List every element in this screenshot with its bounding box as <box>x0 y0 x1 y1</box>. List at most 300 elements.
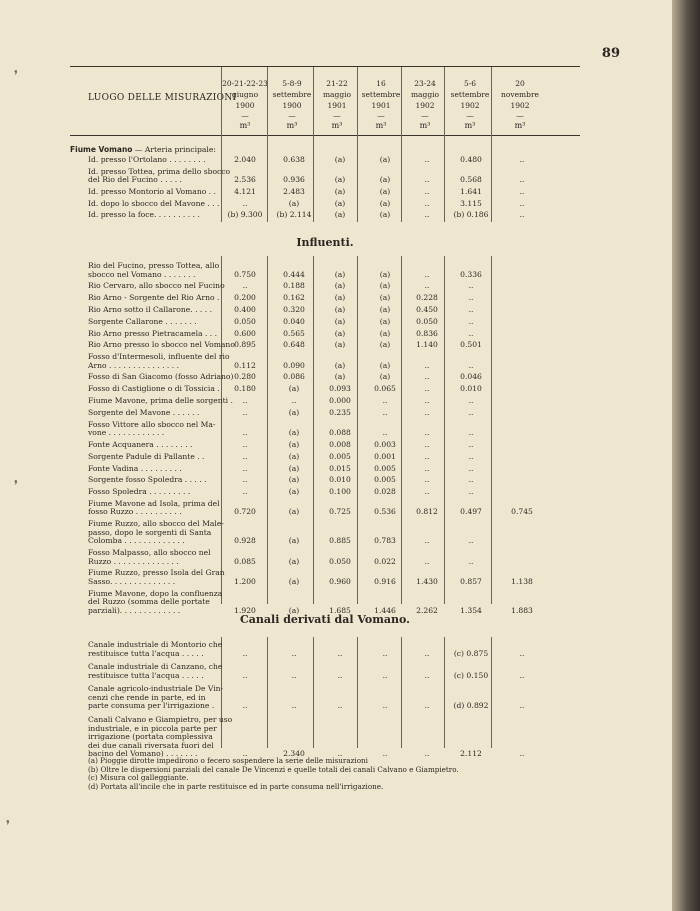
row-value: .. <box>337 749 343 759</box>
header-month: maggio <box>410 90 440 99</box>
header-year: 1901 <box>327 101 347 110</box>
table-row <box>88 409 588 418</box>
header-unit: m³ <box>331 121 343 130</box>
row-value: .. <box>468 360 474 370</box>
row-value: 0.050 <box>329 556 351 566</box>
row-value: .. <box>424 487 430 497</box>
row-label: Fonte Acquanera . . . . . . . . <box>88 439 193 449</box>
row-value: (a) <box>379 340 391 350</box>
row-value: .. <box>424 281 430 291</box>
section-title-affluenti: Influenti. <box>296 236 354 249</box>
row-value: .. <box>291 670 297 680</box>
table-row <box>88 641 588 658</box>
header-dash: — <box>241 111 249 120</box>
row-label: Canale agricolo-industriale De Vin- cenzi che rende in parte, ed in parte consuma per l'irrigazione . <box>88 684 224 711</box>
row-value: 0.046 <box>460 372 482 382</box>
row-value: .. <box>519 210 525 220</box>
row-label: Sorgente del Mavone . . . . . . <box>88 407 200 417</box>
page-number: 89 <box>601 46 620 61</box>
row-value: .. <box>468 304 474 314</box>
row-value: .. <box>424 648 430 658</box>
row-value: (a) <box>288 463 300 473</box>
row-label: Fiume Ruzzo, allo sbocco del Male- passo, dopo le sorgenti di Santa Colomba . . . . . . . . . . . . . <box>88 519 224 546</box>
row-value: 0.088 <box>329 428 351 438</box>
header-unit: m³ <box>419 121 431 130</box>
header-dates: 20-21-22-23 <box>222 79 268 88</box>
row-label: Rio del Fucino, presso Tottea, allo sbocco nel Vomano . . . . . . . <box>88 261 220 279</box>
header-dash: — <box>377 111 385 120</box>
row-label: Fosso di San Giacomo (fosso Adriano) <box>88 372 234 382</box>
row-value: .. <box>468 536 474 546</box>
row-value: .. <box>424 198 430 208</box>
header-column <box>442 78 498 131</box>
header-unit: m³ <box>286 121 298 130</box>
row-value: .. <box>242 396 248 405</box>
row-value: 2.483 <box>283 186 305 196</box>
header-year: 1900 <box>282 101 302 110</box>
margin-mark: ❜ <box>14 478 18 492</box>
row-value: (a) <box>288 384 300 394</box>
row-value: 0.028 <box>374 487 396 497</box>
row-value: 0.960 <box>329 576 351 586</box>
main-river-heading <box>70 146 216 155</box>
table-row <box>88 353 588 370</box>
row-value: (a) <box>379 372 391 382</box>
row-value: .. <box>242 648 248 658</box>
row-value: .. <box>468 439 474 449</box>
row-value: .. <box>337 701 343 711</box>
row-value: (b) 9.300 <box>227 210 263 220</box>
row-value: (a) <box>379 210 391 220</box>
row-value: .. <box>468 396 474 405</box>
row-value: .. <box>519 670 525 680</box>
header-rule <box>70 135 580 136</box>
row-value: 1.138 <box>511 576 533 586</box>
row-value: 0.188 <box>283 281 305 291</box>
row-value: .. <box>519 198 525 208</box>
row-value: .. <box>519 155 525 164</box>
table-row <box>88 385 588 394</box>
header-year: 1900 <box>235 101 255 110</box>
row-value: (a) <box>334 316 346 326</box>
row-value: 0.005 <box>329 451 351 461</box>
row-label: Id. presso Tottea, prima dello sbocco del Rio del Fucino . . . . . <box>88 166 231 185</box>
row-value: 1.200 <box>234 576 256 586</box>
header-dash: — <box>421 111 429 120</box>
table-row <box>88 590 588 616</box>
row-value: (a) <box>334 293 346 303</box>
row-value: (a) <box>334 372 346 382</box>
row-label: Fiume Mavone, prima delle sorgenti . <box>88 396 233 405</box>
row-label: Id. dopo lo sbocco del Mavone . . . <box>88 198 220 208</box>
row-value: (a) <box>334 328 346 338</box>
row-value: .. <box>242 281 248 291</box>
row-value: 0.497 <box>460 507 482 517</box>
row-value: (a) <box>334 186 346 196</box>
table-row <box>88 520 588 546</box>
table-row <box>88 421 588 438</box>
row-value: (a) <box>379 293 391 303</box>
row-label: Fosso Spoledra . . . . . . . . . <box>88 487 191 497</box>
row-value: (a) <box>334 340 346 350</box>
row-value: .. <box>468 451 474 461</box>
row-label: Rio Arno sotto il Callarone. . . . . <box>88 304 212 314</box>
row-value: .. <box>468 475 474 485</box>
row-value: 0.916 <box>374 576 396 586</box>
row-value: 0.040 <box>283 316 305 326</box>
row-value: 0.568 <box>460 175 482 185</box>
row-value: .. <box>424 186 430 196</box>
row-value: .. <box>382 749 388 759</box>
table-row <box>88 549 588 566</box>
row-value: .. <box>519 175 525 185</box>
row-value: 0.085 <box>234 556 256 566</box>
row-value: 0.003 <box>374 439 396 449</box>
row-value: (a) <box>288 428 300 438</box>
row-value: .. <box>424 407 430 417</box>
row-value: (c) 0.875 <box>453 648 489 658</box>
table-row <box>88 397 588 406</box>
row-value: (a) <box>288 451 300 461</box>
row-value: .. <box>424 439 430 449</box>
row-value: .. <box>291 396 297 405</box>
header-unit: m³ <box>375 121 387 130</box>
row-value: .. <box>424 670 430 680</box>
page-edge <box>672 0 700 911</box>
row-value: 0.112 <box>234 360 256 370</box>
row-label: Canali Calvano e Giampietro, per uso industriale, e in piccola parte per irrigazione (portata complessiva dei due canali riversata fuori del bacino del Vomano) . . . . . . . <box>88 715 233 759</box>
row-value: .. <box>382 407 388 417</box>
section-title-canali: Canali derivati dal Vomano. <box>240 613 410 626</box>
row-value: (a) <box>334 281 346 291</box>
row-value: 0.836 <box>416 328 438 338</box>
header-year: 1902 <box>460 101 480 110</box>
row-value: 3.115 <box>460 198 482 208</box>
row-value: (a) <box>288 556 300 566</box>
table-row <box>88 188 588 197</box>
table-row <box>88 341 588 350</box>
row-value: 0.200 <box>234 293 256 303</box>
row-value: 0.162 <box>283 293 305 303</box>
row-value: (a) <box>379 328 391 338</box>
row-value: (a) <box>379 155 391 164</box>
table-row <box>88 282 588 291</box>
row-label: Fosso Malpasso, allo sbocco nel Ruzzo . . . . . . . . . . . . . . <box>88 548 211 566</box>
row-value: .. <box>468 293 474 303</box>
header-month: maggio <box>322 90 352 99</box>
row-value: .. <box>242 749 248 759</box>
row-value: (a) <box>334 269 346 279</box>
row-value: .. <box>242 451 248 461</box>
row-value: 2.112 <box>460 749 482 759</box>
row-value: .. <box>424 210 430 220</box>
row-value: .. <box>242 198 248 208</box>
header-unit: m³ <box>514 121 526 130</box>
row-label: Sorgente Callarone . . . . . . . <box>88 316 197 326</box>
row-value: 0.050 <box>416 316 438 326</box>
row-value: (a) <box>288 487 300 497</box>
row-value: .. <box>242 407 248 417</box>
row-value: 0.010 <box>460 384 482 394</box>
row-value: 0.565 <box>283 328 305 338</box>
row-value: .. <box>424 269 430 279</box>
margin-mark: ❜ <box>6 818 10 832</box>
top-rule <box>70 66 580 67</box>
row-value: 0.005 <box>374 463 396 473</box>
row-label: Canale industriale di Canzano, che restituisce tutta l'acqua . . . . . <box>88 662 223 680</box>
row-value: (a) <box>379 304 391 314</box>
row-value: (a) <box>379 281 391 291</box>
row-value: .. <box>382 670 388 680</box>
row-value: 0.180 <box>234 384 256 394</box>
row-value: (b) 2.114 <box>276 210 312 220</box>
header-dates: 21-22 <box>326 79 348 88</box>
row-value: 0.336 <box>460 269 482 279</box>
row-value: 0.745 <box>511 507 533 517</box>
table-row <box>88 685 588 711</box>
header-unit: m³ <box>239 121 251 130</box>
row-value: .. <box>424 428 430 438</box>
row-value: .. <box>424 556 430 566</box>
row-value: .. <box>424 155 430 164</box>
row-value: .. <box>424 701 430 711</box>
row-value: .. <box>468 407 474 417</box>
header-dash: — <box>288 111 296 120</box>
row-value: .. <box>382 396 388 405</box>
row-value: (a) <box>379 198 391 208</box>
row-value: 0.000 <box>329 396 351 405</box>
table-row <box>88 211 588 220</box>
row-value: .. <box>337 648 343 658</box>
header-month: giugno <box>231 90 259 99</box>
header-month: novembre <box>501 90 539 99</box>
header-dash: — <box>333 111 341 120</box>
row-value: (a) <box>334 175 346 185</box>
row-value: 0.600 <box>234 328 256 338</box>
row-label: Fosso Vittore allo sbocco nel Ma- vone . . . . . . . . . . . . <box>88 419 216 438</box>
row-value: 0.005 <box>374 475 396 485</box>
row-value: .. <box>424 536 430 546</box>
header-dates: 5-8-9 <box>282 79 302 88</box>
row-value: 0.936 <box>283 175 305 185</box>
table-row <box>88 716 588 759</box>
header-label: LUOGO DELLE MISURAZIONI <box>88 93 237 103</box>
margin-mark: ❜ <box>14 68 18 82</box>
row-label: Fosso di Castiglione o di Tossicia . <box>88 384 220 394</box>
header-dates: 16 <box>376 79 386 88</box>
row-value: .. <box>291 648 297 658</box>
row-value: 0.093 <box>329 384 351 394</box>
table-row <box>88 465 588 474</box>
table-row <box>88 441 588 450</box>
row-value: 0.228 <box>416 293 438 303</box>
row-label: Fonte Vadina . . . . . . . . . <box>88 463 182 473</box>
row-label: Sorgente Padule di Pallante . . <box>88 451 205 461</box>
row-value: (a) <box>379 175 391 185</box>
row-value: .. <box>424 396 430 405</box>
row-value: 1.354 <box>460 605 482 615</box>
row-value: 0.400 <box>234 304 256 314</box>
row-value: 0.100 <box>329 487 351 497</box>
table-row <box>88 156 588 165</box>
row-value: .. <box>291 701 297 711</box>
row-value: .. <box>424 463 430 473</box>
row-value: 0.648 <box>283 340 305 350</box>
header-dates: 20 <box>515 79 525 88</box>
row-label: Rio Arno presso Pietracamela . . . <box>88 328 218 338</box>
row-value: 0.720 <box>234 507 256 517</box>
row-value: .. <box>519 749 525 759</box>
row-value: 0.280 <box>234 372 256 382</box>
row-value: 0.638 <box>283 155 305 164</box>
row-value: 1.446 <box>374 605 396 615</box>
table-row <box>88 200 588 209</box>
row-value: .. <box>242 439 248 449</box>
row-value: .. <box>468 487 474 497</box>
row-value: 4.121 <box>234 186 256 196</box>
row-value: 1.430 <box>416 576 438 586</box>
row-value: 1.685 <box>329 605 351 615</box>
row-value: 0.783 <box>374 536 396 546</box>
footnote: (a) Pioggie dirotte impedirono o fecero sospendere la serie delle misurazioni <box>88 756 368 765</box>
row-value: .. <box>424 360 430 370</box>
row-value: (d) 0.892 <box>453 701 489 711</box>
row-value: .. <box>337 670 343 680</box>
row-value: 0.812 <box>416 507 438 517</box>
row-value: 0.065 <box>374 384 396 394</box>
row-label: Id. presso Montorio al Vomano . . <box>88 186 216 196</box>
row-value: .. <box>424 451 430 461</box>
row-value: .. <box>519 701 525 711</box>
table-row <box>88 663 588 680</box>
river-subtitle: — Arteria principale: <box>132 145 216 154</box>
row-value: 0.090 <box>283 360 305 370</box>
row-value: (a) <box>334 360 346 370</box>
row-label: Fiume Mavone, dopo la confluenza del Ruzzo (somma delle portate parziali). . . . . . . . . . . . . <box>88 588 223 615</box>
row-label: Fiume Mavone ad Isola, prima del fosso Ruzzo . . . . . . . . . . <box>88 498 220 517</box>
row-value: 2.040 <box>234 155 256 164</box>
row-value: .. <box>424 372 430 382</box>
row-label: Id. presso la foce. . . . . . . . . . <box>88 210 200 220</box>
row-value: 0.450 <box>416 304 438 314</box>
table-row <box>88 318 588 327</box>
row-value: (a) <box>334 155 346 164</box>
row-value: .. <box>468 428 474 438</box>
table-row <box>88 168 588 185</box>
header-month: settembre <box>450 90 490 99</box>
row-value: 0.022 <box>374 556 396 566</box>
row-value: .. <box>468 556 474 566</box>
row-value: .. <box>242 428 248 438</box>
footnote: (b) Oltre le dispersioni parziali del canale De Vincenzi e quelle totali dei canali Calvano e Giampietro. <box>88 764 459 774</box>
row-value: 0.235 <box>329 407 351 417</box>
header-dash: — <box>516 111 524 120</box>
table-row <box>88 306 588 315</box>
table-row <box>88 488 588 497</box>
table-row <box>88 373 588 382</box>
row-value: 0.750 <box>234 269 256 279</box>
row-value: 0.857 <box>460 576 482 586</box>
row-value: (a) <box>288 507 300 517</box>
row-value: 2.536 <box>234 175 256 185</box>
row-value: 0.885 <box>329 536 351 546</box>
table-row <box>88 500 588 517</box>
row-value: (a) <box>334 198 346 208</box>
row-value: .. <box>468 316 474 326</box>
header-month: settembre <box>361 90 401 99</box>
row-value: .. <box>468 463 474 473</box>
row-value: (a) <box>379 186 391 196</box>
row-value: .. <box>424 175 430 185</box>
row-value: 0.928 <box>234 536 256 546</box>
row-value: (a) <box>379 316 391 326</box>
row-value: .. <box>424 749 430 759</box>
row-value: .. <box>382 648 388 658</box>
row-value: (a) <box>288 475 300 485</box>
row-value: .. <box>242 670 248 680</box>
row-label: Rio Cervaro, allo sbocco nel Fucino <box>88 281 225 291</box>
row-label: Rio Arno presso lo sbocco nel Vomano <box>88 340 235 350</box>
header-column <box>492 78 548 131</box>
row-value: .. <box>468 281 474 291</box>
row-value: (a) <box>288 407 300 417</box>
row-value: 0.320 <box>283 304 305 314</box>
row-value: 0.001 <box>374 451 396 461</box>
river-name: Fiume Vomano <box>70 145 133 154</box>
row-value: 0.008 <box>329 439 351 449</box>
row-value: 2.262 <box>416 605 438 615</box>
row-value: 0.444 <box>283 269 305 279</box>
row-value: 0.086 <box>283 372 305 382</box>
row-label: Sorgente fosso Spoledra . . . . . <box>88 475 207 485</box>
header-dash: — <box>466 111 474 120</box>
row-value: .. <box>424 384 430 394</box>
table-row <box>88 569 588 586</box>
table-row <box>88 330 588 339</box>
header-year: 1901 <box>371 101 391 110</box>
row-value: .. <box>242 475 248 485</box>
row-value: 1.883 <box>511 605 533 615</box>
header-unit: m³ <box>464 121 476 130</box>
row-value: 2.340 <box>283 749 305 759</box>
footnote: (c) Misura col galleggiante. <box>88 773 189 782</box>
row-value: .. <box>468 328 474 338</box>
row-value: (a) <box>288 198 300 208</box>
row-label: Id. presso l'Ortolano . . . . . . . . <box>88 155 206 164</box>
row-value: 0.480 <box>460 155 482 164</box>
footnote: (d) Portata all'incile che in parte restituisce ed in parte consuma nell'irrigazione. <box>88 781 384 791</box>
row-value: 0.015 <box>329 463 351 473</box>
row-value: (a) <box>379 360 391 370</box>
row-value: (a) <box>288 439 300 449</box>
row-value: 0.501 <box>460 340 482 350</box>
table-row <box>88 262 588 279</box>
row-value: 0.050 <box>234 316 256 326</box>
row-value: 0.010 <box>329 475 351 485</box>
row-value: 1.920 <box>234 605 256 615</box>
row-value: 1.140 <box>416 340 438 350</box>
header-year: 1902 <box>510 101 530 110</box>
header-dates: 23-24 <box>414 79 436 88</box>
header-year: 1902 <box>415 101 435 110</box>
row-value: .. <box>242 463 248 473</box>
row-value: .. <box>382 428 388 438</box>
row-value: (a) <box>288 605 300 615</box>
row-value: (c) 0.150 <box>453 670 489 680</box>
row-value: .. <box>519 186 525 196</box>
row-value: .. <box>424 475 430 485</box>
row-value: 1.641 <box>460 186 482 196</box>
